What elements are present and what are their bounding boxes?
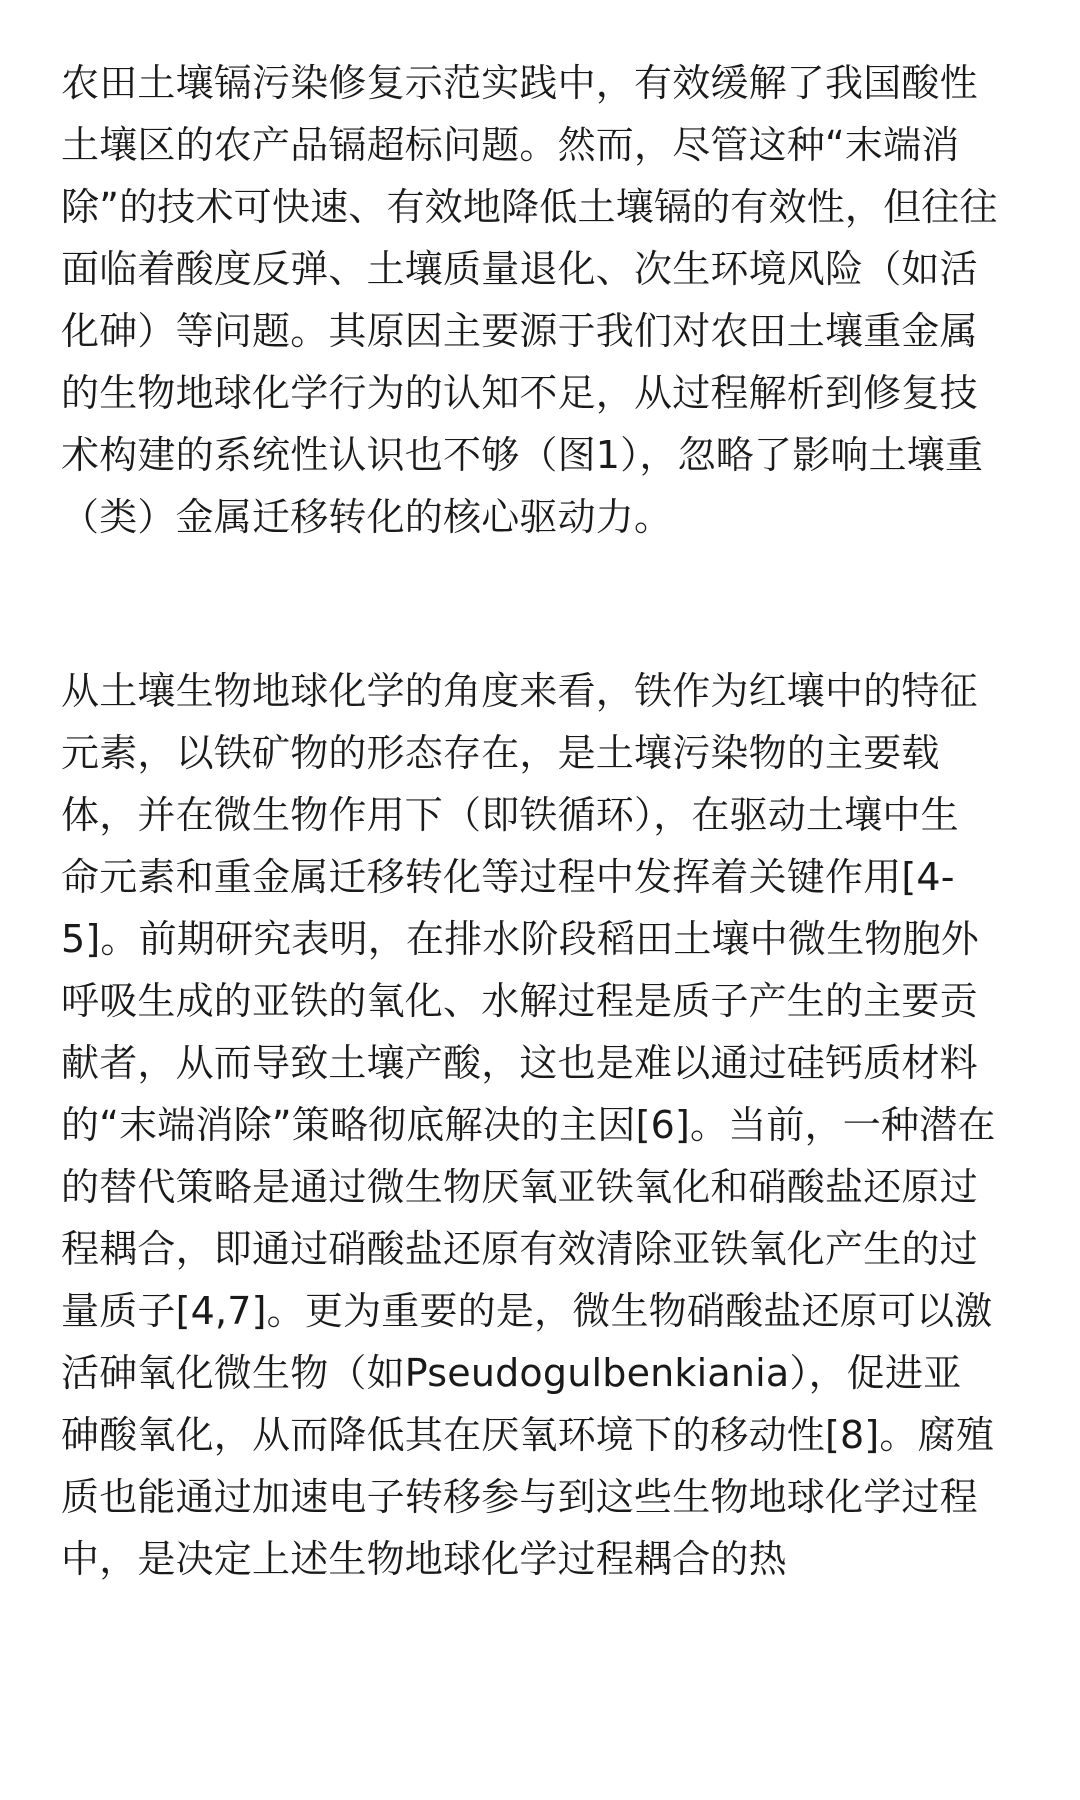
text-line: 土壤区的农产品镉超标问题。然而，尽管这种“末端消 (61, 123, 960, 167)
text-line: 5]。前期研究表明，在排水阶段稻田土壤中微生物胞外 (61, 917, 980, 961)
text-line: （类）金属迁移转化的核心驱动力。 (61, 495, 673, 539)
text-line: 中，是决定上述生物地球化学过程耦合的热 (61, 1537, 787, 1581)
text-line: 程耦合，即通过硝酸盐还原有效清除亚铁氧化产生的过 (61, 1227, 978, 1271)
text-line: 的替代策略是通过微生物厌氧亚铁氧化和硝酸盐还原过 (61, 1165, 978, 1209)
text-line: 砷酸氧化，从而降低其在厌氧环境下的移动性[8]。腐殖 (61, 1413, 995, 1457)
text-line: 体，并在微生物作用下（即铁循环），在驱动土壤中生 (61, 793, 959, 837)
text-line: 农田土壤镉污染修复示范实践中，有效缓解了我国酸性 (61, 61, 978, 105)
text-line: 术构建的系统性认识也不够（图1），忽略了影响土壤重 (61, 433, 984, 477)
text-line: 的生物地球化学行为的认知不足，从过程解析到修复技 (61, 371, 978, 415)
text-line: 面临着酸度反弹、土壤质量退化、次生环境风险（如活 (61, 247, 978, 291)
text-line: 除”的技术可快速、有效地降低土壤镉的有效性，但往往 (61, 185, 998, 229)
text-line: 命元素和重金属迁移转化等过程中发挥着关键作用[4- (61, 855, 955, 899)
text-line: 化砷）等问题。其原因主要源于我们对农田土壤重金属 (61, 309, 978, 353)
text-line: 献者，从而导致土壤产酸，这也是难以通过硅钙质材料 (61, 1041, 978, 1085)
text-line: 元素，以铁矿物的形态存在，是土壤污染物的主要载 (61, 731, 940, 775)
text-line: 从土壤生物地球化学的角度来看，铁作为红壤中的特征 (61, 669, 978, 713)
text-line: 质也能通过加速电子转移参与到这些生物地球化学过程 (61, 1475, 978, 1519)
text-line: 的“末端消除”策略彻底解决的主因[6]。当前，一种潜在 (61, 1103, 996, 1147)
text-line: 量质子[4,7]。更为重要的是，微生物硝酸盐还原可以激 (61, 1289, 993, 1333)
text-line: 活砷氧化微生物（如Pseudogulbenkiania），促进亚 (61, 1351, 962, 1395)
text-line: 呼吸生成的亚铁的氧化、水解过程是质子产生的主要贡 (61, 979, 978, 1023)
